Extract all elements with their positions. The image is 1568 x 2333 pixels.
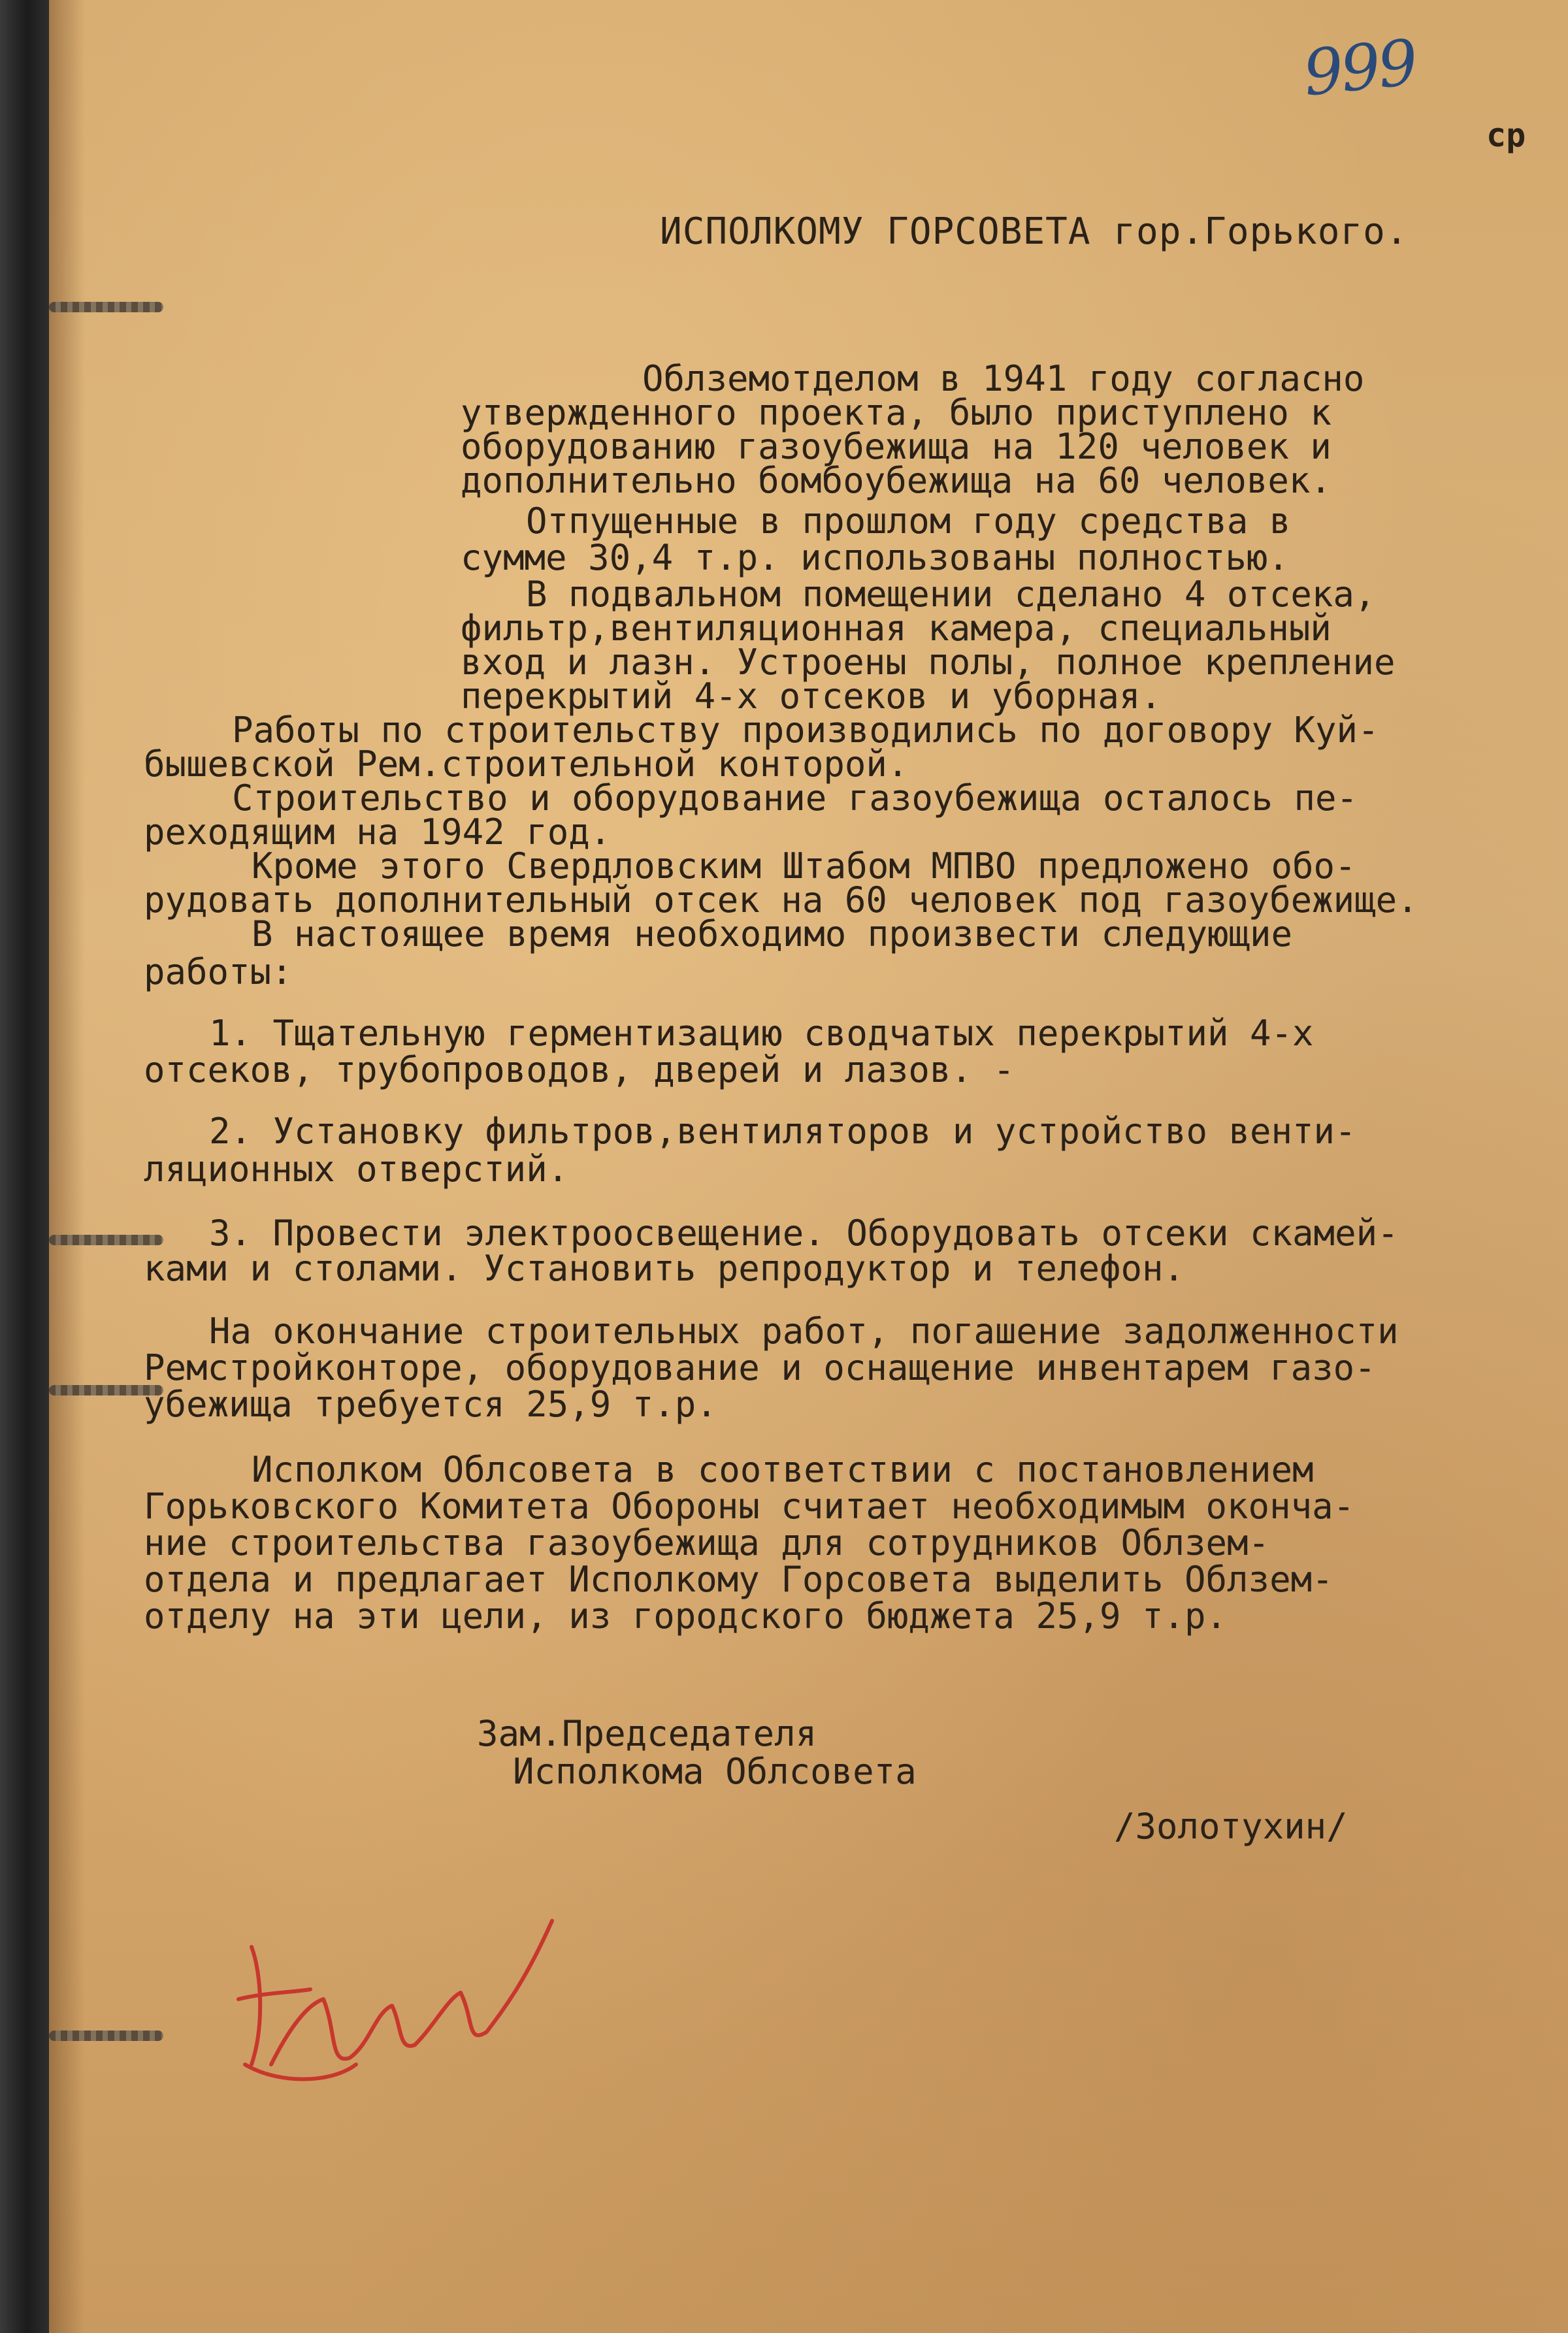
body-line: рудовать дополнительный отсек на 60 человек под газоубежище. <box>144 879 1418 921</box>
body-line: Исполком Облсовета в соответствии с постановлением <box>252 1449 1314 1490</box>
body-line: Отпущенные в прошлом году средства в <box>526 500 1291 542</box>
list-item-3-line: 3. Провести электроосвещение. Оборудовать отсеки скамей- <box>209 1213 1399 1254</box>
body-line: работы: <box>144 951 293 992</box>
document-page <box>49 0 1568 2333</box>
body-line: дополнительно бомбоубежища на 60 человек. <box>461 460 1331 501</box>
body-line: Строительство и оборудование газоубежища осталось пе- <box>232 777 1358 819</box>
body-line: Горьковского Комитета Обороны считает необходимым оконча- <box>144 1486 1355 1527</box>
body-line: В настоящее время необходимо произвести следующие <box>252 913 1293 954</box>
list-item-1-line: отсеков, трубопроводов, дверей и лазов. - <box>144 1049 1015 1090</box>
body-line: вход и лазн. Устроены полы, полное крепление <box>461 642 1396 683</box>
body-line: Ремстройконторе, оборудование и оснащение инвентарем газо- <box>144 1347 1376 1388</box>
signatory-title: Исполкома Облсовета <box>513 1751 917 1792</box>
body-line: перекрытий 4-х отсеков и уборная. <box>461 676 1162 717</box>
body-line: реходящим на 1942 год. <box>144 811 612 853</box>
body-line: сумме 30,4 т.р. использованы полностью. <box>461 537 1289 578</box>
list-item-2-line: ляционных отверстий. <box>144 1149 569 1190</box>
list-item-2-line: 2. Установку фильтров,вентиляторов и устройство венти- <box>209 1111 1356 1152</box>
body-line: убежища требуется 25,9 т.р. <box>144 1384 717 1425</box>
body-line: Работы по строительству производились по договору Куй- <box>232 710 1379 751</box>
signatory-title: Зам.Председателя <box>477 1713 817 1754</box>
handwritten-signature <box>225 1868 591 2143</box>
body-line: На окончание строительных работ, погашение задолженности <box>209 1311 1399 1352</box>
body-line: ние строительства газоубежища для сотрудников Облзем- <box>144 1522 1270 1563</box>
list-item-1-line: 1. Тщательную герментизацию сводчатых перекрытий 4-х <box>209 1013 1314 1054</box>
binding-stitch <box>49 302 163 312</box>
body-line: бышевской Рем.строительной конторой. <box>144 743 909 785</box>
body-line: утвержденного проекта, было приступлено к <box>461 392 1331 433</box>
binding-stitch <box>49 1235 163 1245</box>
body-line: В подвальном помещении сделано 4 отсека, <box>526 574 1376 615</box>
signatory-name: /Золотухин/ <box>1114 1806 1348 1847</box>
page-edge-shadow <box>49 0 85 2333</box>
list-item-3-line: ками и столами. Установить репродуктор и телефон. <box>144 1248 1185 1289</box>
body-line: Кроме этого Свердловским Штабом МПВО предложено обо- <box>252 845 1356 887</box>
addressee-heading: ИСПОЛКОМУ ГОРСОВЕТА гор.Горького. <box>660 210 1409 253</box>
body-line: оборудованию газоубежища на 120 человек и <box>461 426 1331 467</box>
body-line: фильтр,вентиляционная камера, специальный <box>461 608 1331 649</box>
body-line: Облземотделом в 1941 году согласно <box>642 358 1365 399</box>
body-line: отдела и предлагает Исполкому Горсовета выделить Облзем- <box>144 1559 1333 1600</box>
archive-page-number: 999 <box>1299 25 1419 110</box>
binding-stitch <box>49 2031 163 2041</box>
body-line: отделу на эти цели, из городского бюджета 25,9 т.р. <box>144 1595 1228 1637</box>
binding-spine <box>0 0 49 2333</box>
corner-mark: ср <box>1486 116 1526 154</box>
